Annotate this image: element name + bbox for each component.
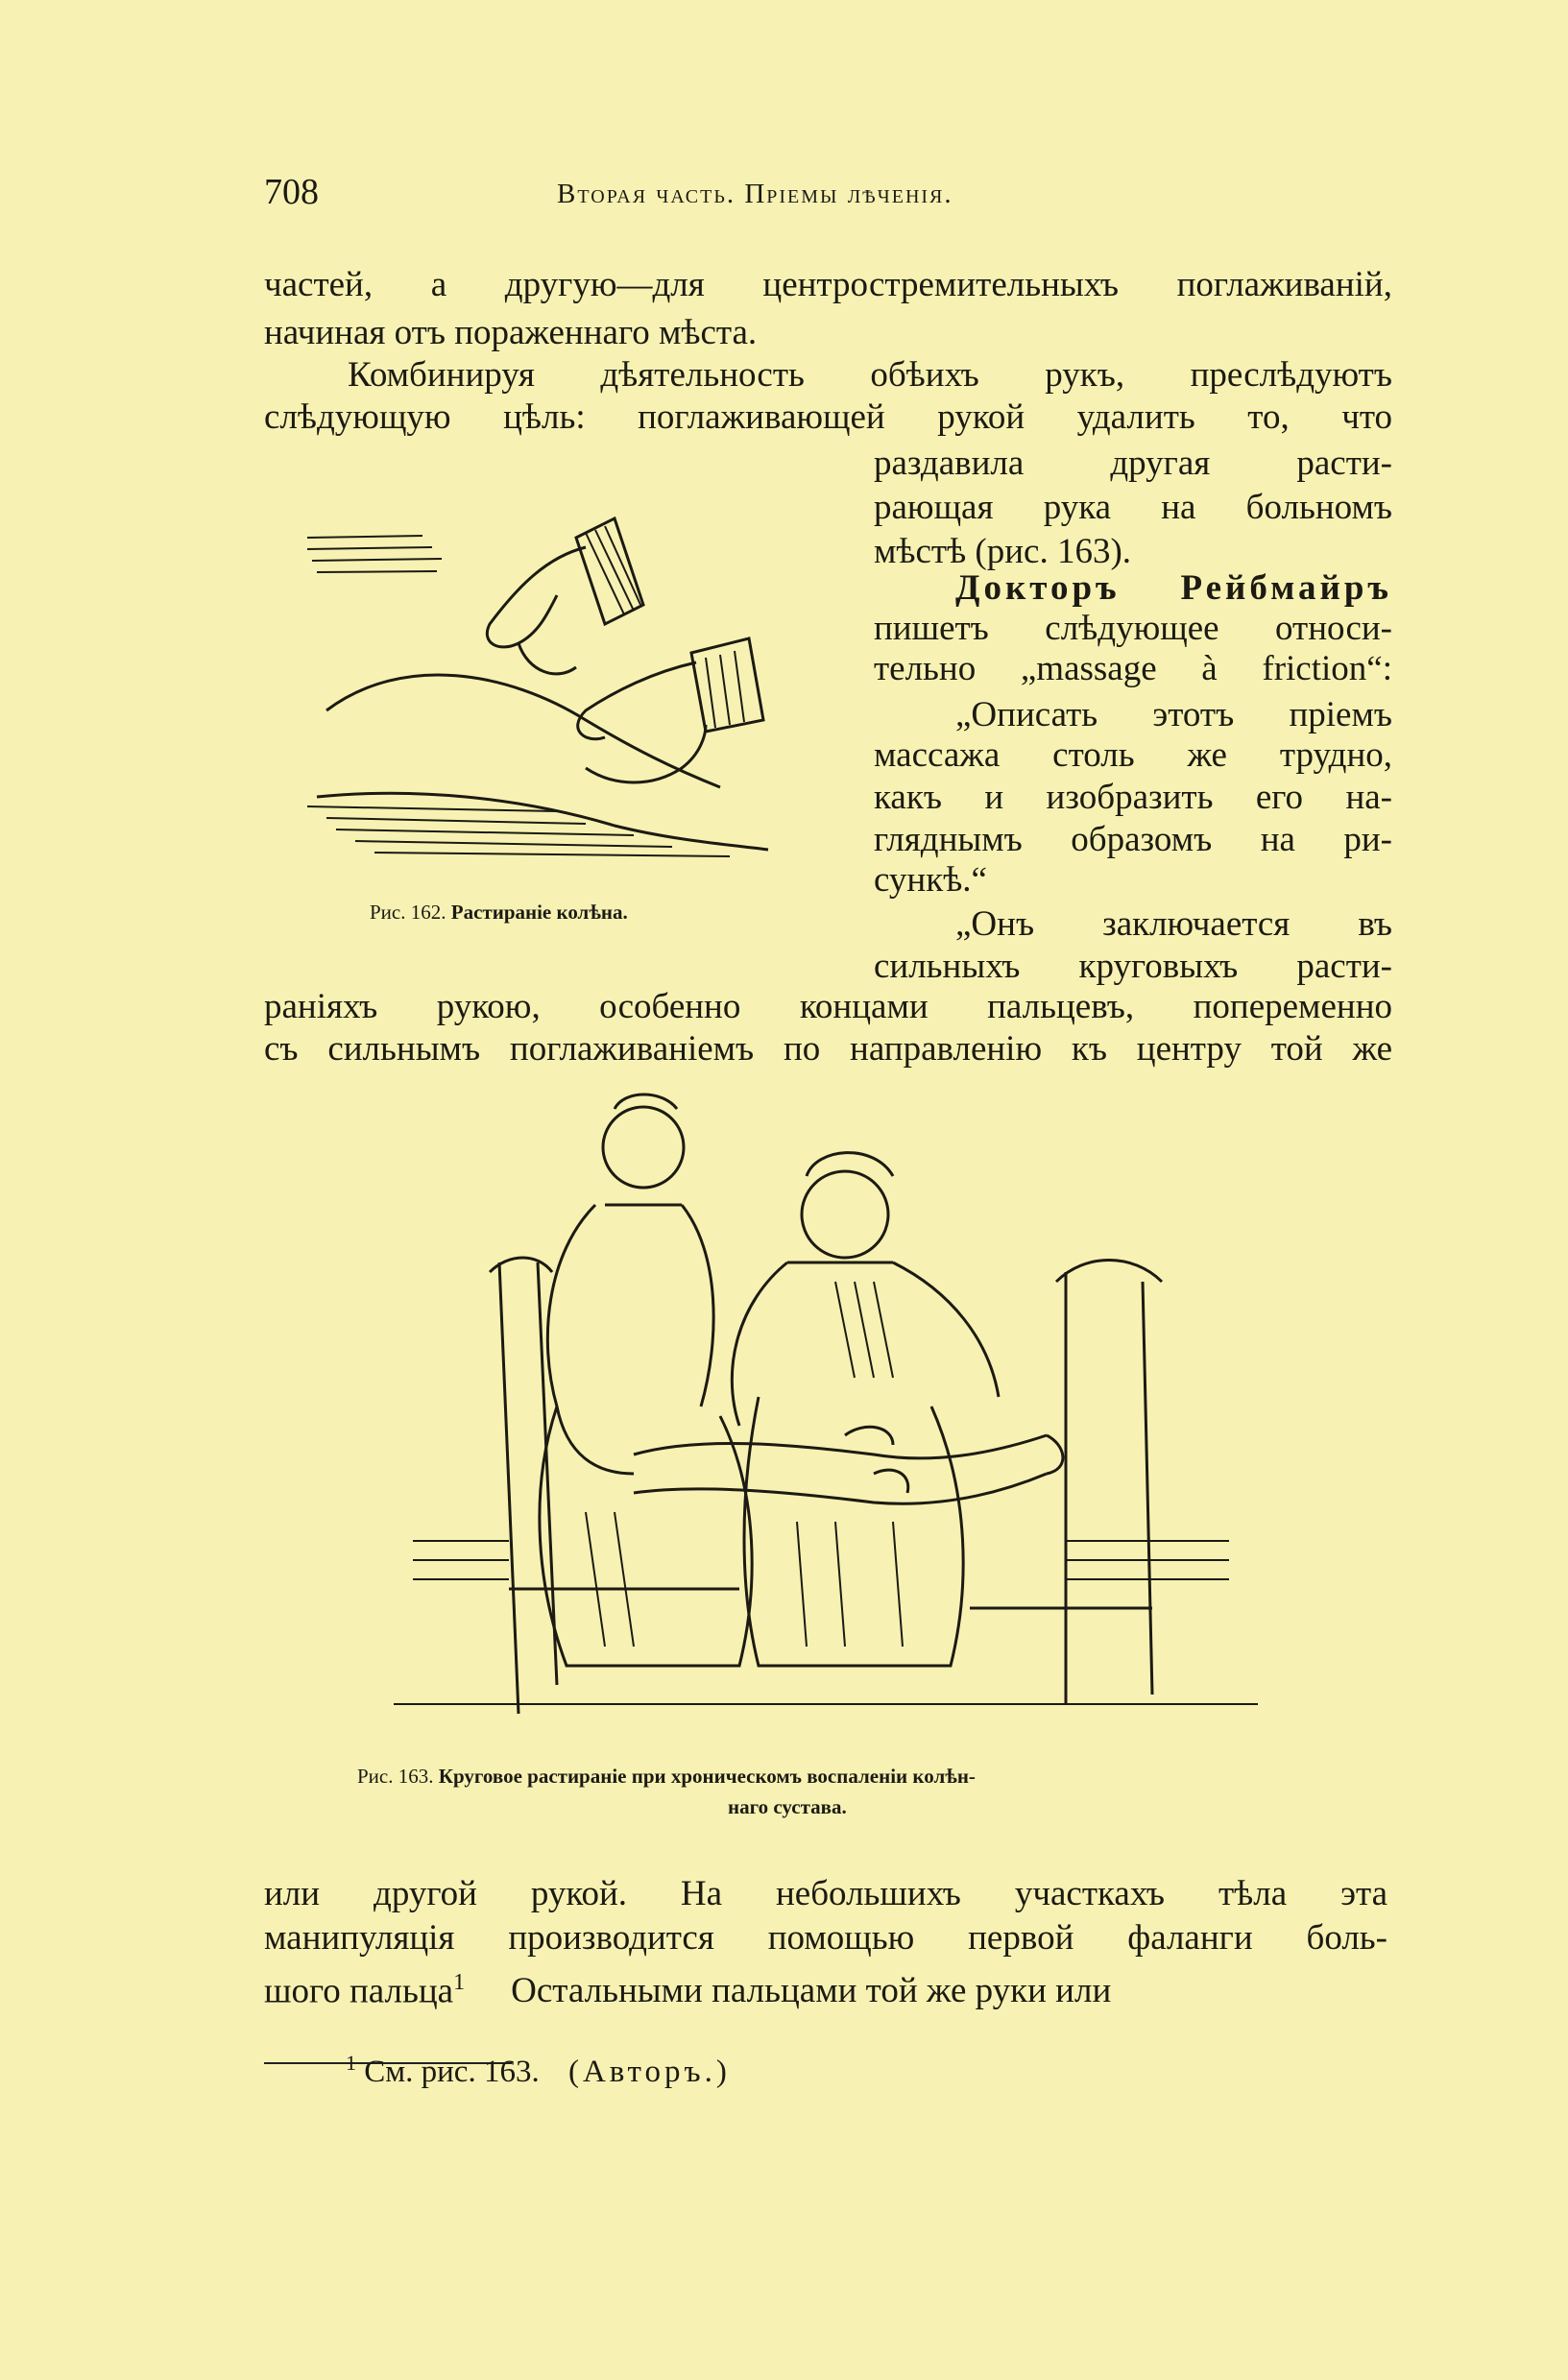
text-line: съ сильнымъ поглаживаніемъ по направленію къ центру той же xyxy=(264,1029,1392,1069)
figure-163-caption-text: Круговое растираніе при хроническомъ воспаленіи колѣн- xyxy=(438,1765,976,1788)
text-line: „Онъ заключается въ xyxy=(955,904,1392,944)
footnote-marker: 1 xyxy=(453,1970,466,1995)
text-line: или другой рукой. На небольшихъ участкахъ тѣла эта xyxy=(264,1874,1387,1913)
text-line: мѣстѣ (рис. 163). xyxy=(874,532,1132,571)
text-line: начиная отъ пораженнаго мѣста. xyxy=(264,313,758,352)
text-line: рающая рука на больномъ xyxy=(874,488,1392,527)
footnote-number: 1 xyxy=(346,2051,356,2075)
text-line: раніяхъ рукою, особенно концами пальцевъ, попеременно xyxy=(264,987,1392,1026)
text-line: Комбинируя дѣятельность обѣихъ рукъ, преслѣдуютъ xyxy=(348,355,1392,395)
figure-162-caption-text: Растираніе колѣна. xyxy=(450,901,628,924)
text-fragment: Остальными пальцами той же руки или xyxy=(511,1971,1112,2011)
text-line: сункѣ.“ xyxy=(874,860,987,900)
text-line: слѣдующую цѣль: поглаживающей рукой удалить то, что xyxy=(264,397,1392,437)
text-line xyxy=(264,1959,1111,2015)
text-line: Докторъ Рейбмайръ xyxy=(955,568,1392,608)
figure-162-label: Рис. 162. xyxy=(370,901,446,924)
figure-162-illustration xyxy=(269,480,845,883)
text-line: частей, а другую—для центростремительныхъ поглаживаній, xyxy=(264,265,1392,304)
text-line: раздавила другая расти- xyxy=(874,444,1392,483)
text-line: тельно „massage à friction“: xyxy=(874,649,1392,688)
page-number: 708 xyxy=(264,172,319,212)
text-line: гляднымъ образомъ на ри- xyxy=(874,820,1392,859)
figure-163-label: Рис. 163. xyxy=(357,1765,434,1788)
figure-163-caption-line1 xyxy=(357,1765,976,1789)
footnote-author: (Авторъ.) xyxy=(567,2055,731,2089)
running-title: Вторая часть. Пріемы лѣченія. xyxy=(557,179,953,209)
text-line: пишетъ слѣдующее относи- xyxy=(874,609,1392,648)
figure-163-illustration xyxy=(394,1090,1258,1752)
footnote xyxy=(346,2039,731,2096)
footnote-text: См. рис. 163. xyxy=(364,2055,540,2089)
figure-162-caption xyxy=(370,901,628,925)
text-line: „Описать этотъ пріемъ xyxy=(955,695,1392,734)
text-line: сильныхъ круговыхъ расти- xyxy=(874,947,1392,986)
text-line: массажа столь же трудно, xyxy=(874,735,1392,775)
text-line: манипуляція производится помощью первой фаланги боль- xyxy=(264,1918,1387,1958)
text-fragment: шого пальца xyxy=(264,1971,454,2011)
text-line: какъ и изобразить его на- xyxy=(874,778,1392,817)
figure-163-caption-line2: наго сустава. xyxy=(728,1795,847,1818)
